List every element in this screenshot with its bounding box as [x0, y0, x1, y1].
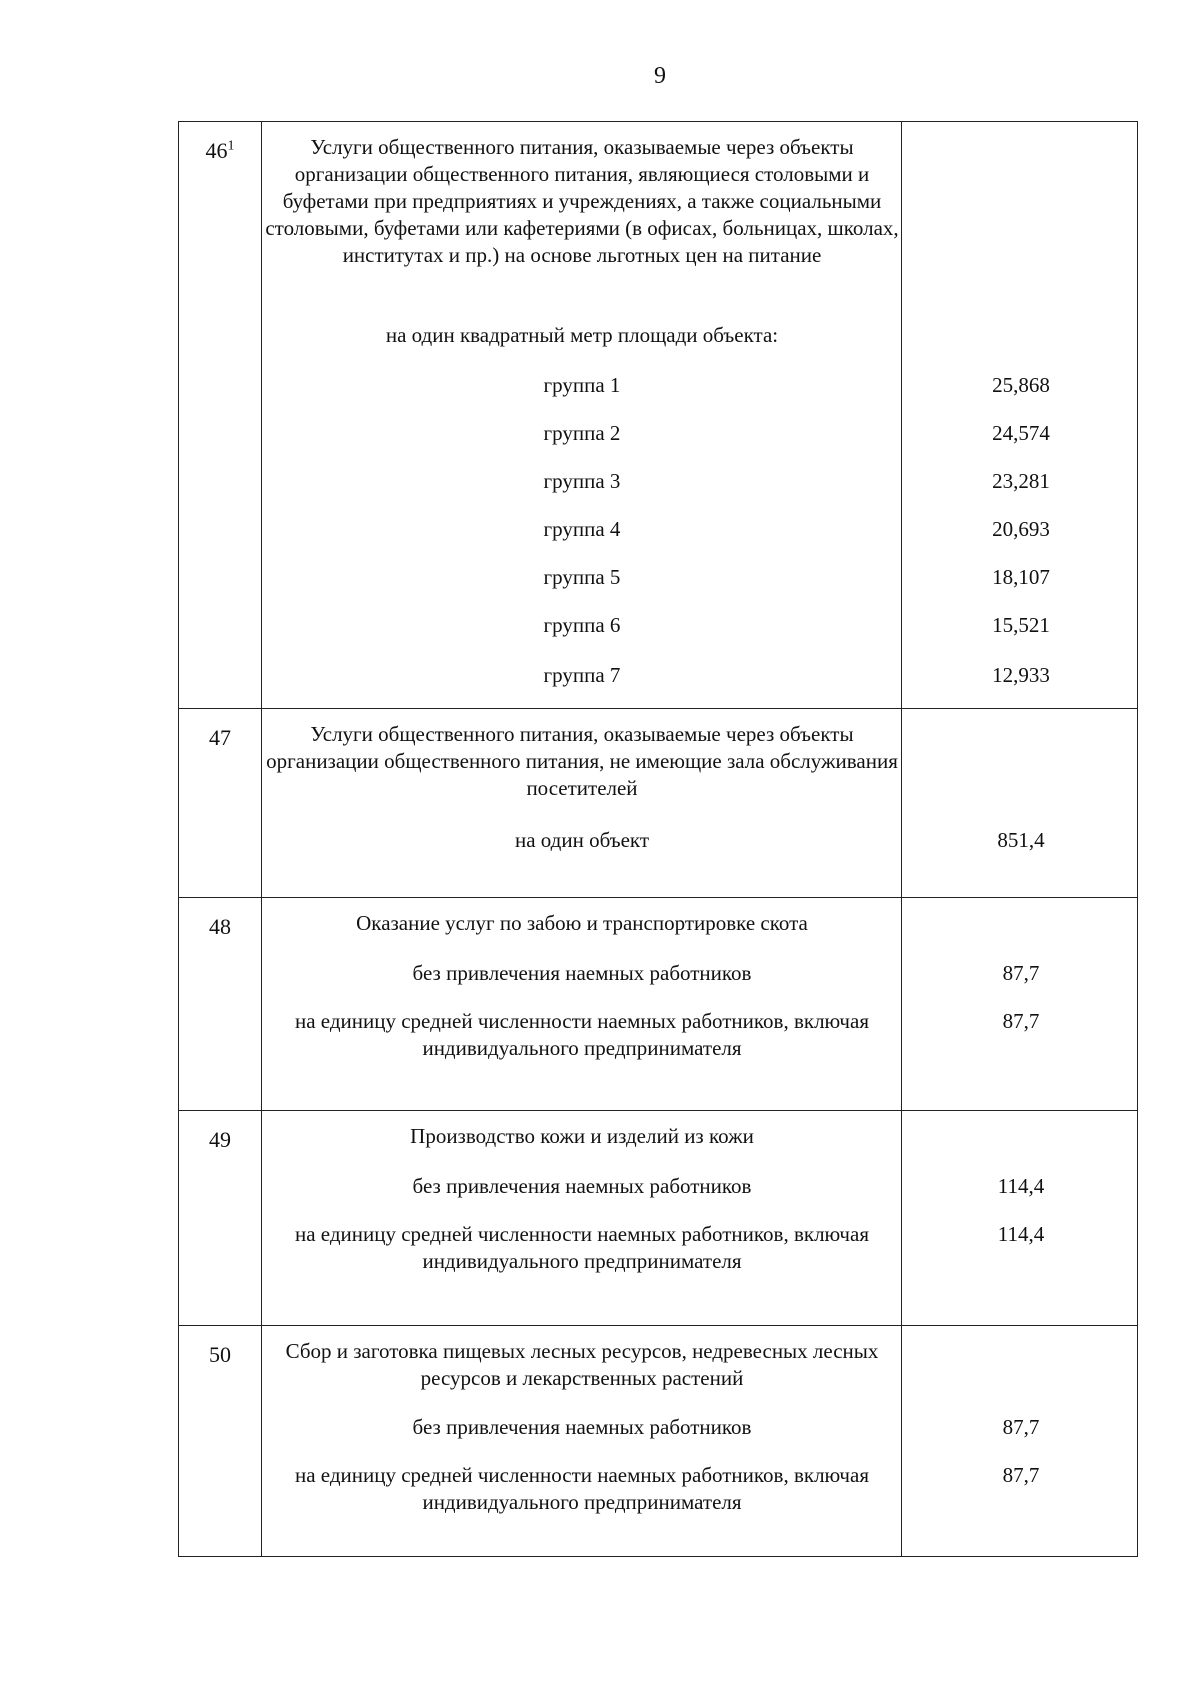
item-label: на единицу средней численности наемных работников, включая индивидуального предпринимателя — [295, 1222, 869, 1273]
item-value: 24,574 — [992, 421, 1050, 445]
page-number: 9 — [654, 63, 666, 89]
table-row-46-1 — [179, 122, 1137, 708]
item-label: без привлечения наемных работников — [412, 961, 752, 985]
item-label: группа 4 — [543, 517, 621, 541]
item-label: на единицу средней численности наемных работников, включая индивидуального предпринимателя — [295, 1463, 869, 1514]
item-value: 25,868 — [992, 373, 1050, 397]
row-number: 47 — [209, 725, 231, 750]
item-value: 87,7 — [1002, 961, 1040, 985]
item-label: группа 3 — [543, 469, 621, 493]
row-title: Оказание услуг по забою и транспортировке скота — [356, 911, 808, 935]
item-value: 20,693 — [992, 517, 1050, 541]
table-row-47 — [179, 708, 1137, 897]
item-value: 87,7 — [1002, 1415, 1040, 1439]
row-number: $46^1$ — [205, 138, 235, 163]
item-label: группа 7 — [543, 663, 621, 687]
row-title: Услуги общественного питания, оказываемые через объекты организации общественного питания, не имеющие зала обслуживания посетителей — [266, 722, 898, 800]
item-label: на единицу средней численности наемных работников, включая индивидуального предпринимателя — [295, 1009, 869, 1060]
item-label: группа 5 — [543, 565, 621, 589]
item-label: группа 6 — [543, 613, 621, 637]
item-value: 87,7 — [1002, 1463, 1040, 1487]
item-value: 15,521 — [992, 613, 1050, 637]
rates-table — [178, 121, 1138, 1557]
row-title: Сбор и заготовка пищевых лесных ресурсов, недревесных лесных ресурсов и лекарственных растений — [285, 1339, 879, 1390]
item-value: 18,107 — [992, 565, 1050, 589]
item-label: без привлечения наемных работников — [412, 1174, 752, 1198]
row-number: 49 — [209, 1127, 231, 1152]
item-value: 23,281 — [992, 469, 1050, 493]
item-label: группа 2 — [543, 421, 621, 445]
row-title: Производство кожи и изделий из кожи — [410, 1124, 754, 1148]
item-label: без привлечения наемных работников — [412, 1415, 752, 1439]
table-row-50 — [179, 1325, 1137, 1556]
table-row-48 — [179, 897, 1137, 1110]
row-number: 48 — [209, 914, 231, 939]
item-value: 114,4 — [997, 1222, 1045, 1246]
item-value: 12,933 — [992, 663, 1050, 687]
row-subtitle: на один квадратный метр площади объекта: — [385, 323, 779, 347]
item-value: 87,7 — [1002, 1009, 1040, 1033]
row-title: Услуги общественного питания, оказываемые через объекты организации общественного питания, являющиеся столовыми и буфетами при предприятиях и учреждениях, а также социальными столовыми, буфетами или кафетериями (в офисах, больницах, школах, институтах и пр.) на основе льготных цен на питание — [265, 135, 899, 267]
item-label: на один объект — [514, 828, 650, 852]
item-value: 851,4 — [997, 828, 1045, 852]
item-label: группа 1 — [543, 373, 621, 397]
row-number: 50 — [209, 1342, 231, 1367]
item-value: 114,4 — [997, 1174, 1045, 1198]
table-row-49 — [179, 1110, 1137, 1325]
